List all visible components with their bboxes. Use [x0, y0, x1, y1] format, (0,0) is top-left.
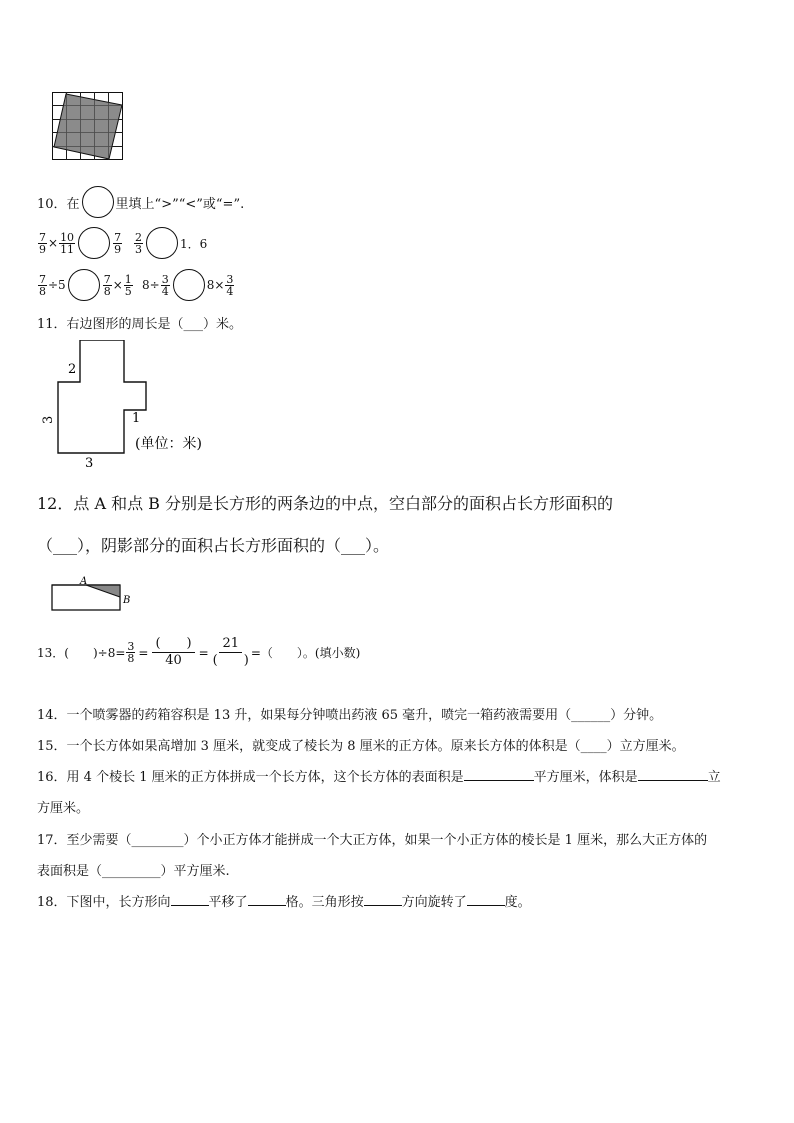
q10-row2-b	[142, 269, 235, 301]
answer-blank[interactable]	[171, 893, 209, 906]
fraction: $\frac{7}{8}$	[39, 272, 46, 298]
q10-row2-a	[37, 269, 134, 301]
equals: =	[138, 645, 149, 660]
operator: ×	[112, 278, 123, 292]
operator: ÷5	[48, 278, 66, 292]
answer-blank[interactable]	[638, 768, 708, 781]
q11-text: 11．右边图形的周长是（___）米。	[37, 317, 243, 332]
q17-line2: 表面积是（_________）平方厘米.	[37, 864, 230, 879]
q18-part-d: 方向旋转了	[401, 895, 467, 910]
q18-part-c: 格。三角形按	[285, 895, 364, 910]
q16-part-c: 立	[707, 770, 721, 785]
q14-text: 14．一个喷雾器的药箱容积是 13 升，如果每分钟喷出药液 65 毫升，喷完一箱药液需要用（______）分钟。	[37, 708, 663, 723]
q12-line2: （___），阴影部分的面积占长方形面积的（___）。	[37, 536, 390, 555]
answer-blank[interactable]	[464, 768, 534, 781]
fraction: $\frac{3}{4}$	[226, 272, 234, 298]
q10-text: 10．在	[37, 196, 80, 212]
grid-square-figure	[52, 92, 124, 162]
q18-text	[37, 891, 531, 910]
answer-blank[interactable]	[467, 893, 505, 906]
q10-row1-a	[37, 227, 123, 259]
q16-line1	[37, 766, 721, 785]
label-a: A	[80, 576, 88, 587]
compare-circle[interactable]	[68, 269, 100, 301]
operator: ×	[48, 236, 59, 250]
operator: 8÷	[142, 278, 160, 292]
q16-line2: 方厘米。	[37, 801, 90, 816]
fraction: $\frac{3}{8}$	[127, 640, 135, 665]
q18-part-b: 平移了	[208, 895, 248, 910]
label-b: B	[123, 595, 131, 606]
fraction: $\frac{7}{9}$	[39, 230, 46, 256]
q18-part-a: 18．下图中，长方形向	[37, 895, 171, 910]
fraction: $\frac{7}{9}$	[114, 230, 122, 256]
label-left: 3	[41, 415, 56, 424]
q13-pre: 13．( )÷8=	[37, 646, 126, 660]
answer-blank[interactable]	[364, 893, 402, 906]
q13-post: =（ ）。(填小数)	[250, 646, 361, 660]
q10-text2: 里填上“>”“<”或“=”.	[115, 196, 245, 212]
q13-equation	[37, 636, 360, 669]
fraction: $\frac{2}{3}$	[135, 230, 142, 256]
q16-part-b: 平方厘米，体积是	[533, 770, 638, 785]
fraction: $\frac{10}{11}$	[60, 230, 75, 256]
fraction: $\frac{7}{8}$	[103, 272, 111, 298]
q18-part-e: 度。	[504, 895, 531, 910]
label-right: 1	[132, 411, 141, 426]
answer-blank[interactable]	[248, 893, 286, 906]
compare-circle[interactable]	[78, 227, 110, 259]
fraction-blank-numerator: ( ) 40	[152, 636, 194, 669]
compare-circle[interactable]	[146, 227, 178, 259]
fraction-blank-denominator: 21 ( )	[212, 636, 249, 668]
label-top: 2	[68, 362, 77, 377]
q17-line1: 17．至少需要（________）个小正方体才能拼成一个大正方体，如果一个小正方体的棱长是 1 厘米，那么大正方体的	[37, 833, 708, 848]
unit-label: (单位：米)	[135, 436, 202, 452]
q10-heading	[37, 186, 244, 218]
q12-line1: 12．点 A 和点 B 分别是长方形的两条边的中点，空白部分的面积占长方形面积的	[37, 494, 614, 513]
q10-row1-b	[133, 227, 207, 259]
q11-shape-figure	[38, 340, 223, 472]
fraction: $\frac{3}{4}$	[161, 272, 169, 298]
compare-circle[interactable]	[82, 186, 114, 218]
q12-rectangle-figure	[50, 574, 140, 614]
label-bottom: 3	[85, 456, 94, 471]
operator: 8×	[206, 278, 225, 292]
q15-text: 15．一个长方体如果高增加 3 厘米，就变成了棱长为 8 厘米的正方体。原来长方体的体积是（____）立方厘米。	[37, 739, 685, 754]
compare-circle[interactable]	[173, 269, 205, 301]
q16-part-a: 16．用 4 个棱长 1 厘米的正方体拼成一个长方体，这个长方体的表面积是	[37, 770, 464, 785]
equals: =	[198, 645, 209, 660]
value-text: 1．6	[180, 236, 208, 251]
fraction: $\frac{1}{5}$	[124, 272, 132, 298]
